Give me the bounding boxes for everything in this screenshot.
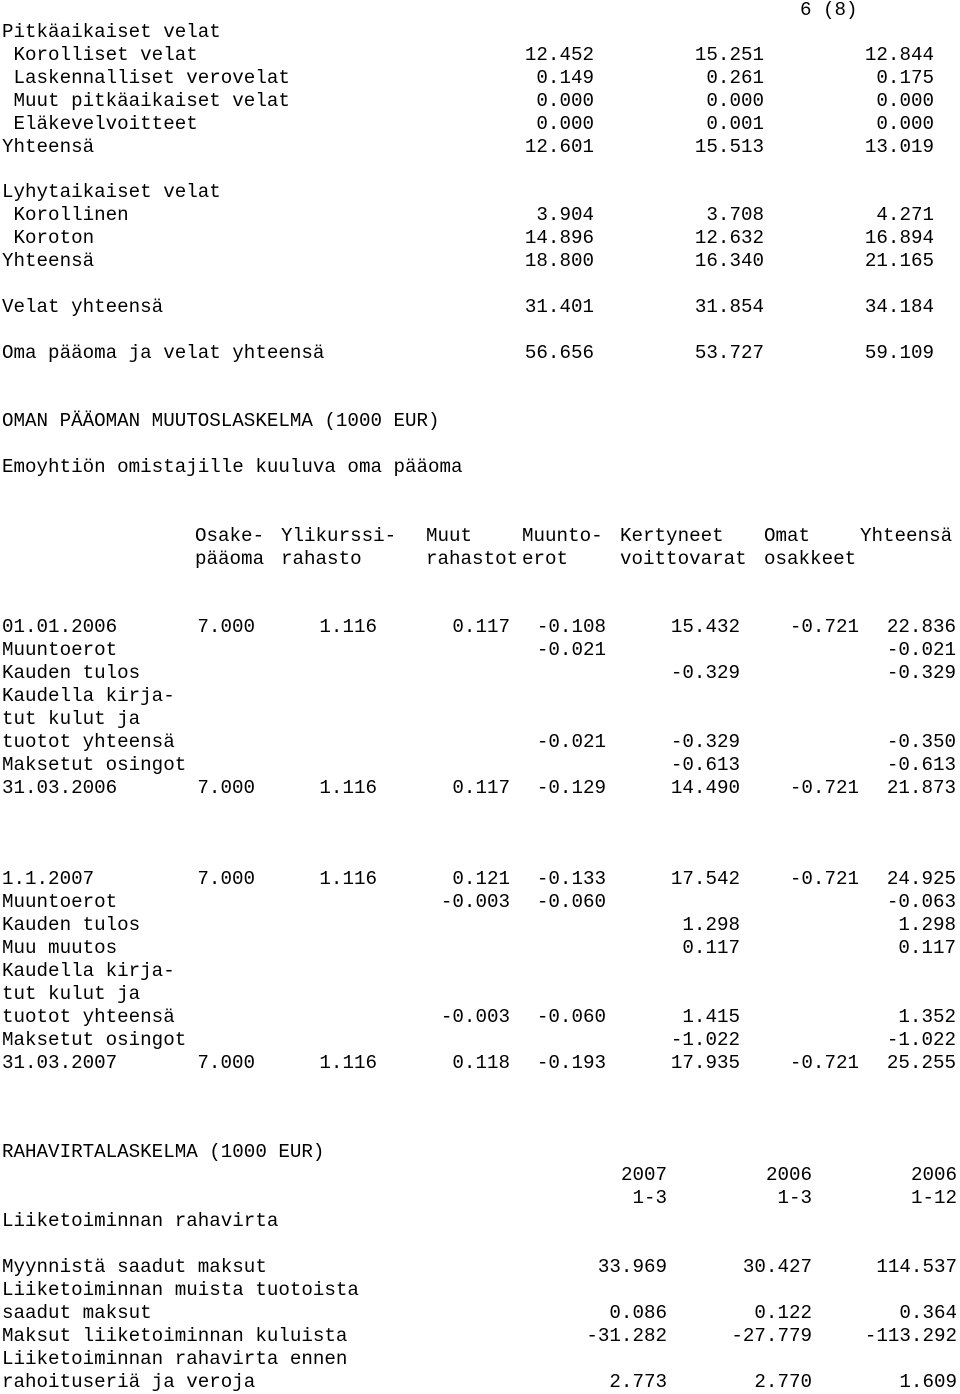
row-label: tut kulut ja: [2, 708, 141, 730]
table-cell: 0.000: [536, 113, 594, 135]
table-cell: -0.060: [536, 1006, 606, 1028]
table-cell: 16.340: [694, 250, 764, 272]
row-label: Maksetut osingot: [2, 754, 187, 776]
table-cell: 1.116: [319, 777, 377, 799]
table-cell: 53.727: [694, 342, 764, 364]
table-cell: 22.836: [886, 616, 956, 638]
row-label: 31.03.2006: [2, 777, 118, 799]
table-cell: 2.770: [754, 1371, 812, 1393]
table-cell: 1.116: [319, 616, 377, 638]
table-cell: -27.779: [731, 1325, 812, 1347]
table-cell: 12.452: [524, 44, 594, 66]
column-header: Omat: [764, 525, 811, 547]
table-cell: -0.329: [886, 662, 956, 684]
column-header: 2006: [910, 1164, 957, 1186]
section-heading: Liiketoiminnan rahavirta: [2, 1210, 279, 1232]
table-cell: -0.350: [886, 731, 956, 753]
table-cell: 0.000: [536, 90, 594, 112]
row-label: Muuntoerot: [2, 891, 118, 913]
table-cell: -0.193: [536, 1052, 606, 1074]
row-label: Maksut liiketoiminnan kuluista: [2, 1325, 348, 1347]
row-label: Yhteensä: [2, 136, 95, 158]
column-header: Yhteensä: [860, 525, 953, 547]
row-label: Kauden tulos: [2, 914, 141, 936]
table-cell: 0.086: [609, 1302, 667, 1324]
row-label: rahoituseriä ja veroja: [2, 1371, 256, 1393]
table-cell: 0.261: [706, 67, 764, 89]
table-cell: -0.721: [789, 868, 859, 890]
table-cell: 0.001: [706, 113, 764, 135]
table-cell: 25.255: [886, 1052, 956, 1074]
table-cell: -0.021: [886, 639, 956, 661]
table-cell: 0.149: [536, 67, 594, 89]
column-header: pääoma: [195, 548, 265, 570]
table-cell: 16.894: [864, 227, 934, 249]
row-label: Kauden tulos: [2, 662, 141, 684]
table-cell: -113.292: [864, 1325, 957, 1347]
column-header: 2007: [620, 1164, 667, 1186]
row-label: Liiketoiminnan muista tuotoista: [2, 1279, 359, 1301]
table-cell: 0.117: [452, 777, 510, 799]
table-cell: 21.165: [864, 250, 934, 272]
table-cell: 0.000: [876, 90, 934, 112]
row-label: Velat yhteensä: [2, 296, 164, 318]
table-cell: 21.873: [886, 777, 956, 799]
row-label: Muut pitkäaikaiset velat: [2, 90, 290, 112]
table-cell: -0.721: [789, 1052, 859, 1074]
table-cell: 1.415: [682, 1006, 740, 1028]
table-cell: 15.432: [670, 616, 740, 638]
section-heading: Pitkäaikaiset velat: [2, 21, 221, 43]
column-header: Osake-: [195, 525, 265, 547]
table-cell: -1.022: [670, 1029, 740, 1051]
row-label: 31.03.2007: [2, 1052, 118, 1074]
table-cell: 1.352: [898, 1006, 956, 1028]
row-label: Liiketoiminnan rahavirta ennen: [2, 1348, 348, 1370]
table-cell: 15.251: [694, 44, 764, 66]
row-label: tut kulut ja: [2, 983, 141, 1005]
row-label: Kaudella kirja-: [2, 960, 175, 982]
column-header: voittovarat: [620, 548, 747, 570]
section-subtitle: Emoyhtiön omistajille kuuluva oma pääoma: [2, 456, 463, 478]
table-cell: -1.022: [886, 1029, 956, 1051]
row-label: tuotot yhteensä: [2, 1006, 175, 1028]
column-header: rahastot: [426, 548, 519, 570]
table-cell: 0.364: [899, 1302, 957, 1324]
table-cell: 3.708: [706, 204, 764, 226]
row-label: Muuntoerot: [2, 639, 118, 661]
table-cell: 0.122: [754, 1302, 812, 1324]
table-cell: 12.601: [524, 136, 594, 158]
column-header: 1-12: [910, 1187, 957, 1209]
table-cell: -31.282: [586, 1325, 667, 1347]
table-cell: 14.490: [670, 777, 740, 799]
table-cell: 1.609: [899, 1371, 957, 1393]
table-cell: 17.935: [670, 1052, 740, 1074]
row-label: Oma pääoma ja velat yhteensä: [2, 342, 325, 364]
table-cell: 59.109: [864, 342, 934, 364]
table-cell: -0.329: [670, 662, 740, 684]
row-label: Myynnistä saadut maksut: [2, 1256, 267, 1278]
row-label: 1.1.2007: [2, 868, 95, 890]
table-cell: -0.613: [670, 754, 740, 776]
row-label: tuotot yhteensä: [2, 731, 175, 753]
column-header: 2006: [765, 1164, 812, 1186]
table-cell: 17.542: [670, 868, 740, 890]
section-title: OMAN PÄÄOMAN MUUTOSLASKELMA (1000 EUR): [2, 410, 440, 432]
row-label: Korolliset velat: [2, 44, 198, 66]
section-title: RAHAVIRTALASKELMA (1000 EUR): [2, 1141, 325, 1163]
table-cell: -0.721: [789, 777, 859, 799]
table-cell: 1.116: [319, 868, 377, 890]
column-header: Muut: [426, 525, 473, 547]
section-heading: Lyhytaikaiset velat: [2, 181, 221, 203]
table-cell: 1.298: [682, 914, 740, 936]
row-label: Maksetut osingot: [2, 1029, 187, 1051]
table-cell: 0.121: [452, 868, 510, 890]
row-label: Korollinen: [2, 204, 129, 226]
table-cell: 30.427: [742, 1256, 812, 1278]
table-cell: -0.108: [536, 616, 606, 638]
table-cell: 56.656: [524, 342, 594, 364]
table-cell: 1.116: [319, 1052, 377, 1074]
table-cell: -0.021: [536, 639, 606, 661]
row-label: Laskennalliset verovelat: [2, 67, 290, 89]
column-header: erot: [522, 548, 569, 570]
row-label: Koroton: [2, 227, 95, 249]
table-cell: 4.271: [876, 204, 934, 226]
table-cell: -0.060: [536, 891, 606, 913]
table-cell: -0.329: [670, 731, 740, 753]
table-cell: 15.513: [694, 136, 764, 158]
page-number: 6 (8): [800, 0, 858, 21]
table-cell: 0.000: [876, 113, 934, 135]
column-header: 1-3: [777, 1187, 812, 1209]
table-cell: 0.118: [452, 1052, 510, 1074]
column-header: rahasto: [281, 548, 362, 570]
table-cell: -0.133: [536, 868, 606, 890]
column-header: osakkeet: [764, 548, 857, 570]
table-cell: 0.117: [898, 937, 956, 959]
table-cell: 7.000: [197, 777, 255, 799]
column-header: Muunto-: [522, 525, 603, 547]
table-cell: 31.401: [524, 296, 594, 318]
column-header: Ylikurssi-: [281, 525, 397, 547]
table-cell: 1.298: [898, 914, 956, 936]
table-cell: 2.773: [609, 1371, 667, 1393]
table-cell: 14.896: [524, 227, 594, 249]
table-cell: -0.613: [886, 754, 956, 776]
table-cell: 0.000: [706, 90, 764, 112]
table-cell: -0.003: [440, 891, 510, 913]
table-cell: 12.632: [694, 227, 764, 249]
row-label: Eläkevelvoitteet: [2, 113, 198, 135]
table-cell: 7.000: [197, 1052, 255, 1074]
table-cell: 18.800: [524, 250, 594, 272]
row-label: Kaudella kirja-: [2, 685, 175, 707]
table-cell: 7.000: [197, 616, 255, 638]
table-cell: -0.721: [789, 616, 859, 638]
row-label: saadut maksut: [2, 1302, 152, 1324]
table-cell: -0.003: [440, 1006, 510, 1028]
table-cell: 24.925: [886, 868, 956, 890]
table-cell: 34.184: [864, 296, 934, 318]
table-cell: -0.129: [536, 777, 606, 799]
table-cell: 0.175: [876, 67, 934, 89]
row-label: Muu muutos: [2, 937, 118, 959]
column-header: 1-3: [632, 1187, 667, 1209]
table-cell: 31.854: [694, 296, 764, 318]
table-cell: 0.117: [682, 937, 740, 959]
table-cell: -0.021: [536, 731, 606, 753]
table-cell: 13.019: [864, 136, 934, 158]
table-cell: 12.844: [864, 44, 934, 66]
row-label: Yhteensä: [2, 250, 95, 272]
table-cell: 7.000: [197, 868, 255, 890]
table-cell: 3.904: [536, 204, 594, 226]
table-cell: -0.063: [886, 891, 956, 913]
table-cell: 0.117: [452, 616, 510, 638]
table-cell: 33.969: [597, 1256, 667, 1278]
row-label: 01.01.2006: [2, 616, 118, 638]
column-header: Kertyneet: [620, 525, 724, 547]
table-cell: 114.537: [876, 1256, 957, 1278]
